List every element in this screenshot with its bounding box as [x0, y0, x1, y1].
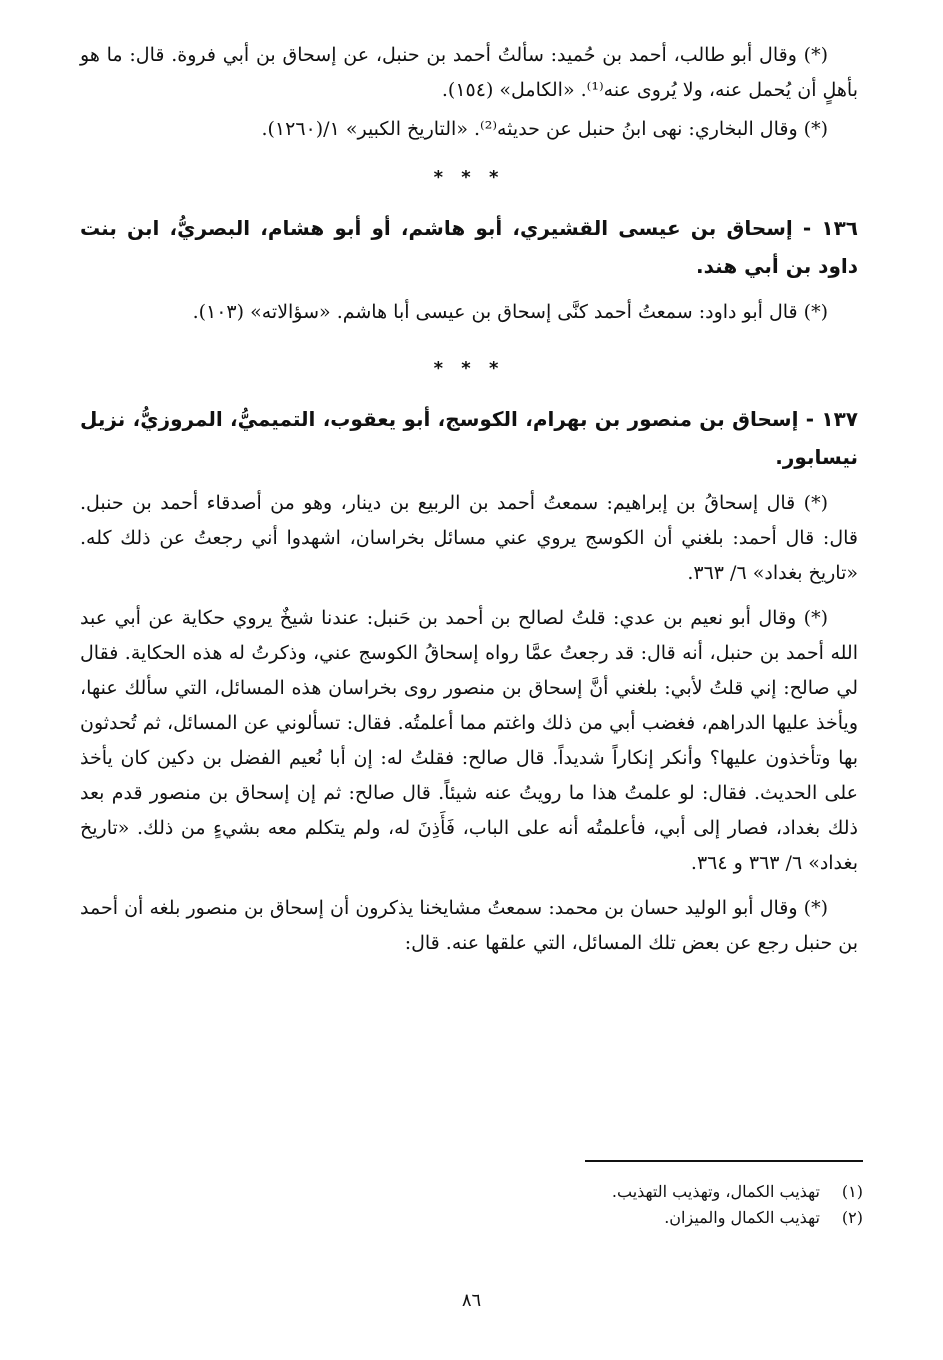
entry-136-heading: ١٣٦ - إسحاق بن عيسى القشيري، أبو هاشم، أو أبو هشام، البصريُّ، ابن بنت داود بن أبي هند.: [80, 216, 858, 278]
footnote-divider: [585, 1160, 863, 1162]
footnote-1-text: تهذيب الكمال، وتهذيب التهذيب.: [611, 1182, 820, 1201]
entry-137-paragraph-2: (*) وقال أبو نعيم بن عدي: قلتُ لصالح بن أحمد بن حَنبل: عندنا شيخٌ يروي حكاية عن أبي عبد الله أحمد بن حنبل، أنه قال: قد رجعتُ عمَّا رواه إسحاقُ الكوسج عني، وذكرتُ له هذه الحكاية. فقال لي صالح: إني قلتُ لأبي: بلغني أنَّ إسحاق بن منصور روى بخراسان هذه المسائل، التي سألك عنها، ويأخذ عليها الدراهم، فغضب أبي من ذلك واغتم مما أعلمتُه. فقال: تسألوني عن المسائل، ثم تُحدثون بها وتأخذون عليها؟ وأنكر إنكاراً شديداً. قال صالح: فقلتُ له: إن أبا نُعيم الفضل بن دكين كان يأخذ على الحديث. فقال: لو علمتُ هذا ما رويتُ عنه شيئاً. قال صالح: ثم إن إسحاق بن منصور قدم بعد ذلك بغداد، فصار إلى أبي، فأعلمتُه أنه على الباب، فَأَذِنَ له، ولم يتكلم معه بشيءٍ من ذلك. «تاريخ بغداد» ٦/ ٣٦٣ و ٣٦٤.: [80, 607, 858, 874]
footnote-2-text: تهذيب الكمال والميزان.: [664, 1208, 820, 1227]
entry-136-paragraph: (*) قال أبو داود: سمعتُ أحمد كنَّى إسحاق بن عيسى أبا هاشم. «سؤالاته» (١٠٣).: [192, 301, 828, 323]
page-body: [80, 38, 858, 961]
entry-137-paragraph-3: (*) وقال أبو الوليد حسان بن محمد: سمعتُ مشايخنا يذكرون أن إسحاق بن منصور بلغه أن أحمد بن حنبل رجع عن بعض تلك المسائل، التي علقها عنه. قال:: [80, 897, 858, 954]
footnote-2: [85, 1206, 863, 1230]
footnote-1: [85, 1180, 863, 1204]
footnote-1-number: (١): [841, 1182, 863, 1201]
page-number: ٨٦: [461, 1290, 482, 1311]
section-separator: * * *: [433, 358, 505, 379]
section-separator: * * *: [433, 167, 505, 188]
entry-137-paragraph-1: (*) قال إسحاقُ بن إبراهيم: سمعتُ أحمد بن الربيع بن دينار، وهو من أصدقاء أحمد بن حنبل. قال: قال أحمد: بلغني أن الكوسج يروي عني مسائل بخراسان، اشهدوا أني رجعتُ عن ذلك كله. «تاريخ بغداد» ٦/ ٣٦٣.: [80, 492, 858, 584]
paragraph-bukhari: (*) وقال البخاري: نهى ابنُ حنبل عن حديثه⁽²⁾. «التاريخ الكبير» ١/(١٢٦٠).: [261, 118, 828, 140]
paragraph-abu-talib: (*) وقال أبو طالب، أحمد بن حُميد: سألتُ أحمد بن حنبل، عن إسحاق بن أبي فروة. قال: ما هو بأهلٍ أن يُحمل عنه، ولا يُروى عنه⁽¹⁾. «الكامل» (١٥٤).: [80, 44, 858, 101]
footnotes: [85, 1180, 863, 1232]
entry-137-heading: ١٣٧ - إسحاق بن منصور بن بهرام، الكوسج، أبو يعقوب، التميميُّ، المروزيُّ، نزيل نيسابور.: [80, 407, 858, 469]
footnote-2-number: (٢): [841, 1208, 863, 1227]
